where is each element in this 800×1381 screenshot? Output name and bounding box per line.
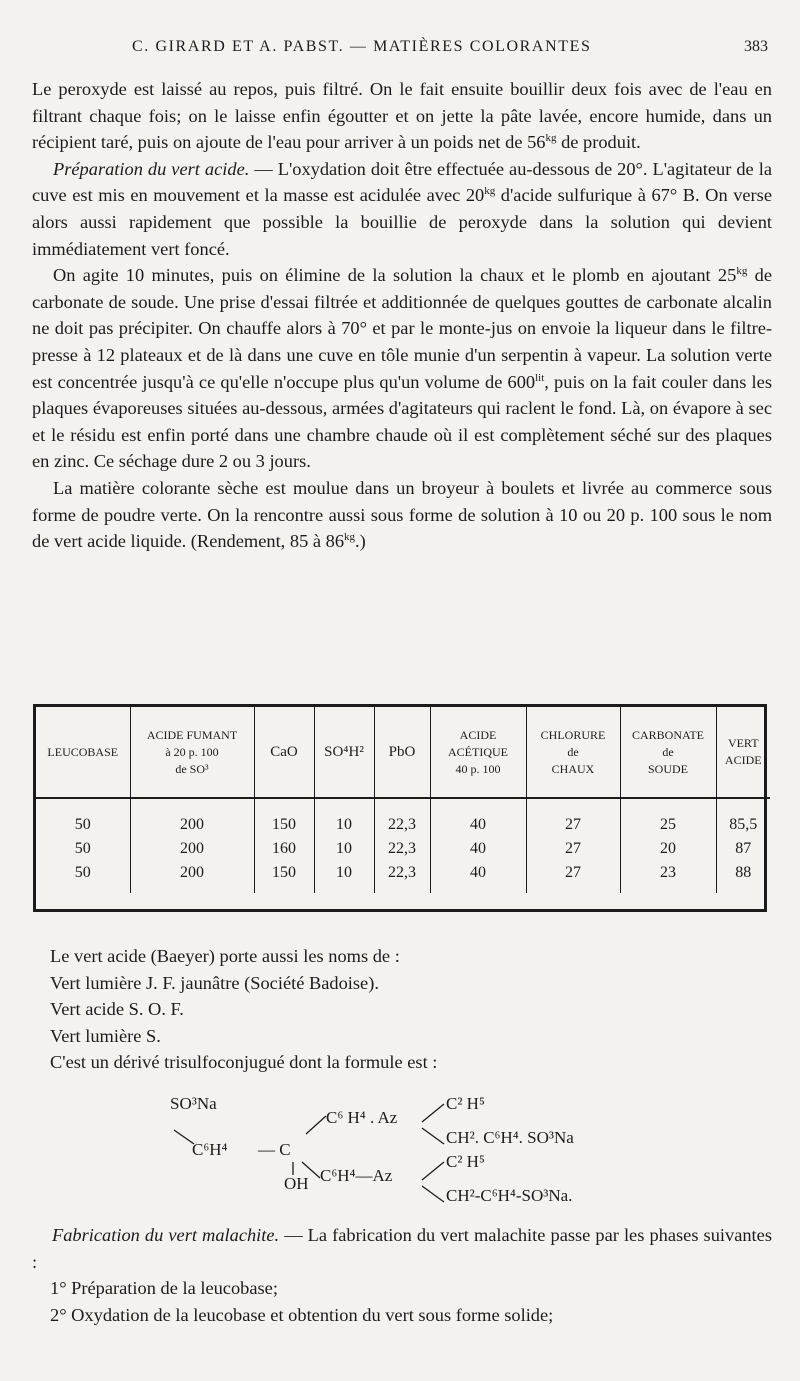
names-intro: Le vert acide (Baeyer) porte aussi les noms de :: [50, 946, 400, 966]
table-cell: 40: [430, 798, 526, 837]
column-header: [430, 707, 526, 798]
table-cell: 25: [620, 798, 716, 837]
formula-c6h4-left: C⁶H⁴: [192, 1140, 228, 1159]
column-header-line: CaO: [270, 743, 298, 760]
table-cell: 22,3: [374, 861, 430, 885]
column-header-line: CHAUX: [551, 761, 595, 776]
paragraph-matiere: La matière colorante sèche est moulue dans un broyeur à boulets et livrée au commerce sous forme de poudre verte. On la rencontre aussi sous forme de solution à 10 ou 20 p. 100 sous le nom de vert acide liquide. (Rendement, 85 à $86^{kg}$.): [32, 477, 772, 552]
column-header-line: de: [662, 744, 674, 759]
table-cell: 50: [36, 837, 130, 861]
table-cell: 88: [735, 864, 752, 881]
section-title-preparation: Préparation du vert acide.: [53, 158, 250, 179]
column-header-line: CARBONATE: [631, 727, 704, 742]
table-cell: 27: [526, 837, 620, 861]
column-header-line: de: [567, 744, 579, 759]
table-row: [36, 798, 770, 837]
column-header-line: 40 p. 100: [455, 761, 501, 776]
table-cell: 50: [36, 861, 130, 885]
paragraph-agitation: On agite 10 minutes, puis on élimine de la solution la chaux et le plomb en ajoutant $25^{kg}$ de carbonate de soude. Une prise d'essai filtrée et additionnée de quelques gouttes de carbonate alcalin ne doit pas précipiter. On chauffe alors à 70° et par le monte-jus on envoie la liqueur dans le filtre-presse à 12 plateaux et de là dans une cuve en tôle munie d'un serpentin à vapeur. La solution verte est concentrée jusqu'à ce qu'elle n'occupe plus qu'un volume de $600^{lit}$, puis on la fait couler dans les plaques évaporeuses situées au-dessous, armées d'agitateurs qui raclent le fond. Là, on évapore à sec et le résidu est enfin porté dans une chambre chaude où il est complètement séché sur des plaques en zinc. Ce séchage dure 2 ou 3 jours.: [32, 265, 772, 472]
column-header-line: CHLORURE: [540, 727, 606, 742]
column-header-line: ACIDE: [724, 753, 762, 767]
table-cell: 40: [430, 861, 526, 885]
list-item: 1° Préparation de la leucobase;: [50, 1278, 278, 1299]
table-cell: 10: [314, 837, 374, 861]
table-cell: 87: [735, 840, 752, 857]
table-filler-row: [36, 885, 770, 893]
table-row: [36, 861, 770, 885]
column-header: [36, 707, 130, 798]
column-header: [130, 707, 254, 798]
table-cell: 150: [254, 861, 314, 885]
page-header: [34, 38, 768, 62]
formula-c6h4-lower: C⁶H⁴—Az: [320, 1166, 393, 1185]
formula-so3na: SO³Na: [170, 1094, 217, 1113]
table-cell: 27: [526, 798, 620, 837]
table-cell: 40: [430, 837, 526, 861]
column-header-line: VERT: [727, 736, 759, 750]
formula-c2h5-upper: C² H⁵: [446, 1094, 485, 1113]
column-header-line: ACIDE: [459, 727, 497, 742]
text-block-upper: [32, 76, 772, 555]
list-item: 2° Oxydation de la leucobase et obtention du vert sous forme solide;: [50, 1304, 554, 1325]
table-cell: 22,3: [374, 837, 430, 861]
proportions-table: [33, 704, 767, 912]
column-header-line: à 20 p. 100: [165, 744, 219, 759]
column-header-line: ACIDE FUMANT: [146, 727, 238, 742]
table-cell: 200: [130, 837, 254, 861]
formula-ch2-upper: CH². C⁶H⁴. SO³Na: [446, 1128, 574, 1147]
text-block-lower: [32, 1222, 772, 1328]
paragraph-preparation: Préparation du vert acide. — L'oxydation doit être effectuée au-dessous de 20°. L'agitateur de la cuve est mis en mouvement et la masse est acidulée avec $20^{kg}$ d'acide sulfurique à 67° B. On verse alors aussi rapidement que possible la bouillie de peroxyde dans la solution qui devient immédiatement vert foncé.: [32, 158, 772, 259]
table-body: [36, 798, 770, 893]
table-cell: 20: [620, 837, 716, 861]
name-item: Vert acide S. O. F.: [50, 999, 184, 1020]
paragraph-fabrication: Fabrication du vert malachite. — La fabrication du vert malachite passe par les phases suivantes :: [32, 1225, 772, 1272]
formula-c-center: — C: [258, 1140, 291, 1159]
paragraph-peroxyde: Le peroxyde est laissé au repos, puis filtré. On le fait ensuite bouillir deux fois avec de l'eau en filtrant chaque fois; on le laisse enfin égoutter et on jette la pâte lavée, encore humide, dans un récipient taré, puis on ajoute de l'eau pour arriver à un poids net de $56^{kg}$ de produit.: [32, 79, 772, 153]
column-header-line: SOUDE: [647, 761, 688, 776]
formula-c6h4-upper: C⁶ H⁴ . Az: [326, 1108, 398, 1127]
column-header: [716, 707, 770, 798]
chemical-formula: [150, 1092, 670, 1212]
formula-c2h5-lower: C² H⁵: [446, 1152, 485, 1171]
column-header-line: de SO³: [175, 761, 209, 776]
data-table: [36, 707, 770, 893]
formula-oh: OH: [284, 1174, 309, 1193]
table-cell: 23: [620, 861, 716, 885]
table-cell: 200: [130, 798, 254, 837]
table-cell: 50: [36, 798, 130, 837]
section-title-fabrication: Fabrication du vert malachite.: [52, 1225, 280, 1245]
column-header: [374, 707, 430, 798]
table-cell: 10: [314, 798, 374, 837]
column-header: [620, 707, 716, 798]
table-cell: 27: [526, 861, 620, 885]
column-header-line: LEUCOBASE: [47, 744, 119, 759]
formula-ch2-lower: CH²-C⁶H⁴-SO³Na.: [446, 1186, 573, 1205]
column-header-line: PbO: [388, 743, 416, 760]
name-item: Vert lumière J. F. jaunâtre (Société Badoise).: [50, 972, 379, 993]
table-row: [36, 837, 770, 861]
column-header: [314, 707, 374, 798]
table-cell: 200: [130, 861, 254, 885]
table-cell: 22,3: [374, 798, 430, 837]
running-title: C. GIRARD ET A. PABST. — MATIÈRES COLORANTES: [132, 38, 592, 55]
column-header: [254, 707, 314, 798]
name-item: Vert lumière S.: [50, 1025, 161, 1046]
table-cell: 150: [254, 798, 314, 837]
column-header: [526, 707, 620, 798]
column-header-line: SO⁴H²: [324, 743, 364, 760]
column-header-line: ACÉTIQUE: [448, 744, 508, 759]
table-cell: 85,5: [729, 816, 758, 833]
names-block: [50, 943, 770, 1076]
formula-intro: C'est un dérivé trisulfoconjugué dont la formule est :: [50, 1052, 438, 1073]
table-header-row: [36, 707, 770, 798]
formula-bonds: [150, 1092, 670, 1212]
page-number: 383: [744, 38, 768, 55]
table-cell: 10: [314, 861, 374, 885]
table-cell: 160: [254, 837, 314, 861]
